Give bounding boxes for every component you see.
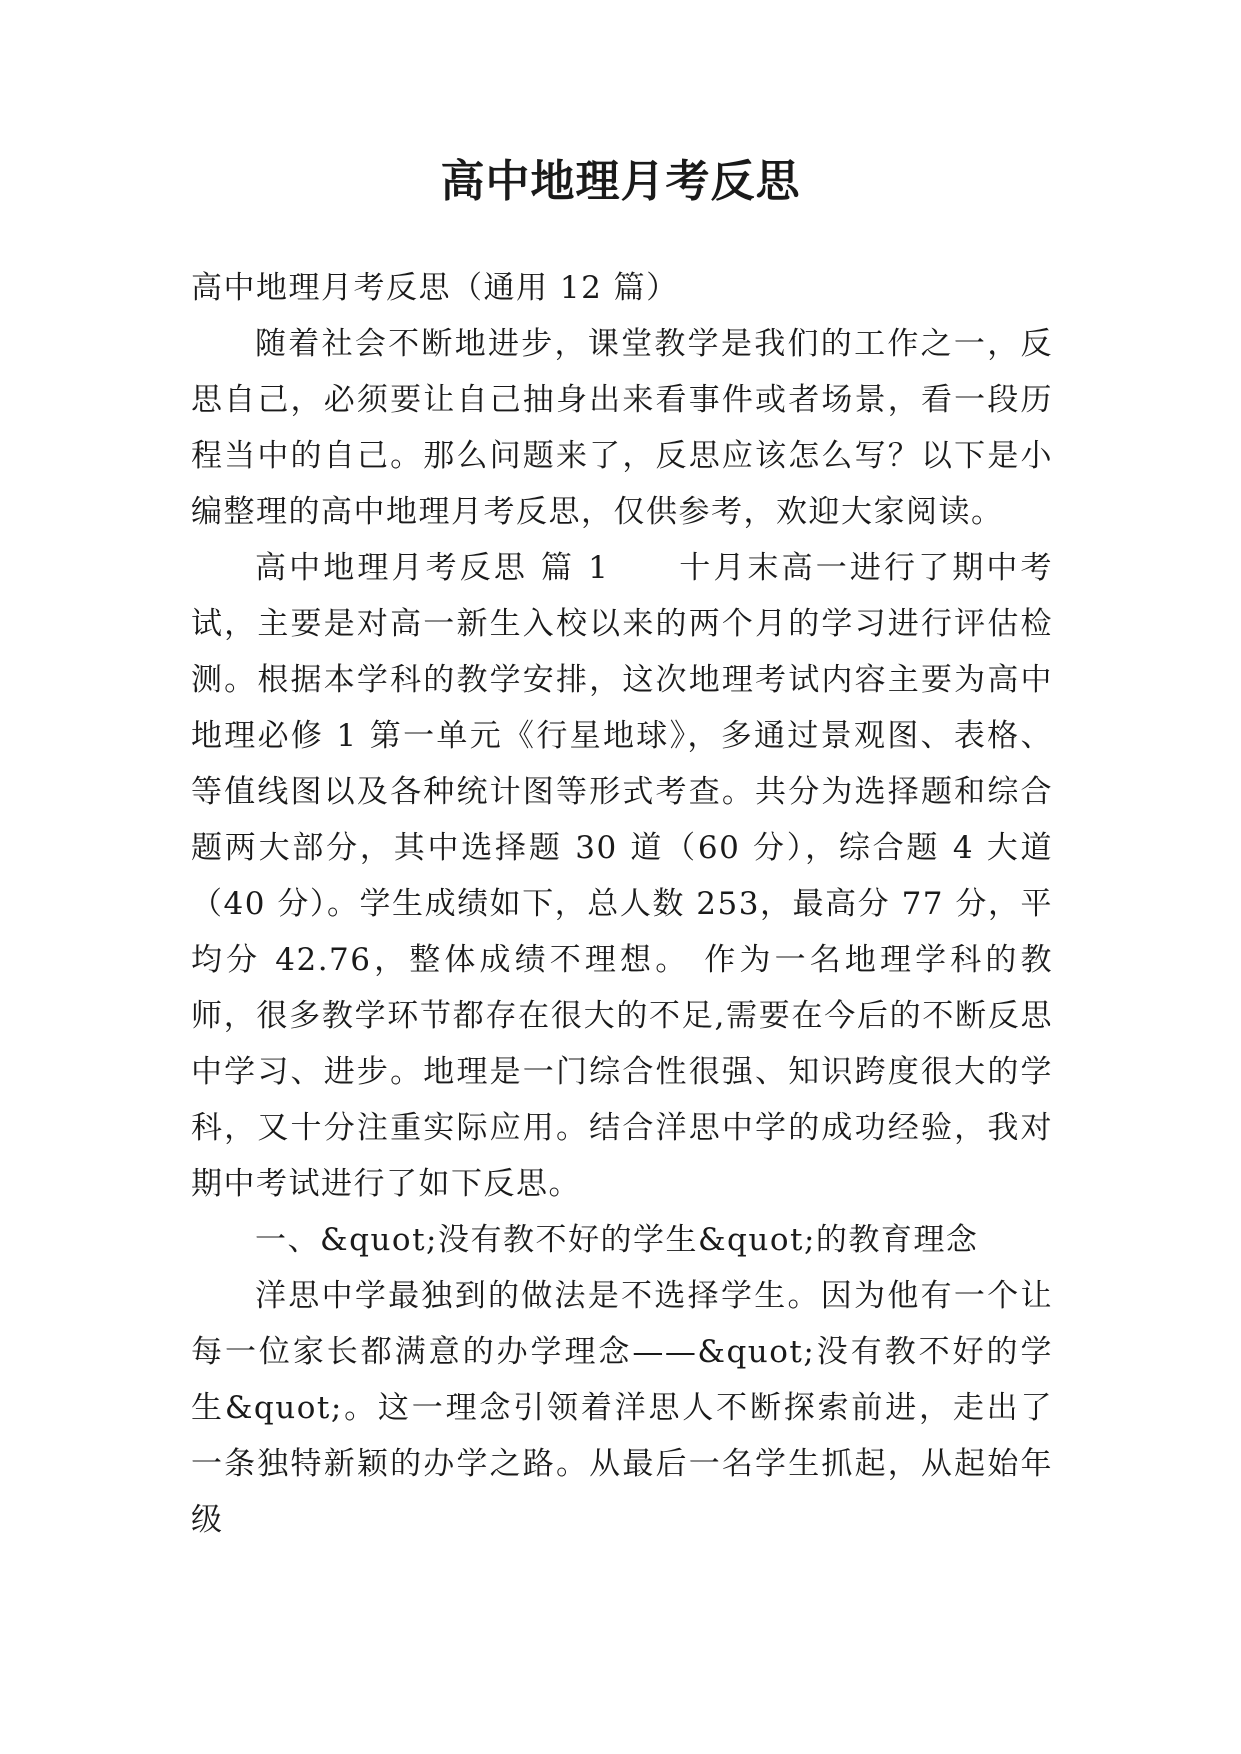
paragraph-2: 洋思中学最独到的做法是不选择学生。因为他有一个让每一位家长都满意的办学理念——&quot;没有教不好的学生&quot;。这一理念引领着洋思人不断探索前进，走出了一条独特新颖的办学之路。从最后一名学生抓起，从起始年级 (191, 1278, 1053, 1538)
document-body (191, 260, 1053, 1548)
document-title: 高中地理月考反思 (440, 156, 801, 207)
section-heading-1: 一、&quot;没有教不好的学生&quot;的教育理念 (255, 1222, 979, 1258)
section-1-paragraph: 高中地理月考反思 篇 1 十月末高一进行了期中考试，主要是对高一新生入校以来的两个月的学习进行评估检测。根据本学科的教学安排，这次地理考试内容主要为高中地理必修 1 第一单元《行星地球》，多通过景观图、表格、等值线图以及各种统计图等形式考查。共分为选择题和综合题两大部分，其中选择题 30 道（60 分），综合题 4 大道（40 分）。学生成绩如下，总人数 253，最高分 77 分，平均分 42.76，整体成绩不理想。 作为一名地理学科的教师，很多教学环节都存在很大的不足,需要在今后的不断反思中学习、进步。地理是一门综合性很强、知识跨度很大的学科，又十分注重实际应用。结合洋思中学的成功经验，我对期中考试进行了如下反思。 (191, 550, 1053, 1202)
document-subtitle: 高中地理月考反思（通用 12 篇） (191, 270, 679, 306)
intro-paragraph: 随着社会不断地进步，课堂教学是我们的工作之一，反思自己，必须要让自己抽身出来看事件或者场景，看一段历程当中的自己。那么问题来了，反思应该怎么写？以下是小编整理的高中地理月考反思，仅供参考，欢迎大家阅读。 (191, 326, 1053, 530)
